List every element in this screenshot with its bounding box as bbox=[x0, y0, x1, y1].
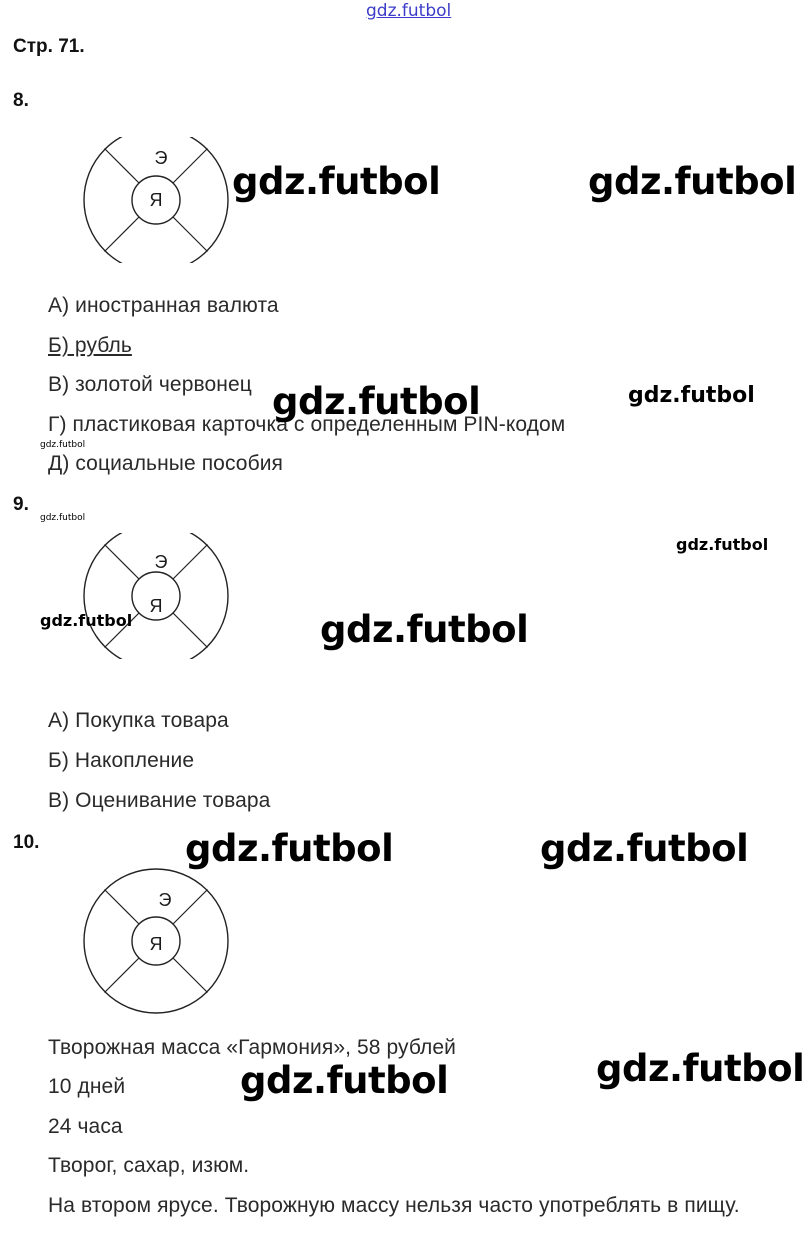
watermark: gdz.futbol bbox=[588, 160, 797, 203]
task-9-number: 9. bbox=[13, 494, 29, 515]
task-9-option-c: В) Оценивание товара bbox=[48, 789, 271, 812]
task-8-option-b: Б) рубль bbox=[48, 334, 132, 357]
divider-line bbox=[173, 217, 208, 252]
watermark: gdz.futbol bbox=[40, 513, 86, 523]
outer-label: Э bbox=[154, 148, 168, 168]
task-9-option-a: А) Покупка товара bbox=[48, 709, 229, 732]
watermark: gdz.futbol bbox=[628, 383, 755, 408]
watermark: gdz.futbol bbox=[320, 608, 529, 651]
outer-label: Э bbox=[154, 552, 168, 572]
divider-line bbox=[105, 149, 140, 184]
watermark: gdz.futbol bbox=[40, 611, 133, 630]
task-8-option-e: Д) социальные пособия bbox=[48, 452, 283, 475]
divider-line bbox=[173, 890, 208, 925]
task-10-circle-diagram bbox=[82, 868, 232, 1014]
divider-line bbox=[173, 958, 208, 993]
task-8-option-d: Г) пластиковая карточка с определенным PIN-кодом bbox=[48, 413, 566, 436]
task-10-answer-4: Творог, сахар, изюм. bbox=[48, 1154, 250, 1177]
divider-line bbox=[105, 217, 140, 252]
watermark: gdz.futbol bbox=[240, 1059, 449, 1102]
task-9-circle-diagram bbox=[82, 533, 232, 659]
divider-line bbox=[105, 958, 140, 993]
watermark: gdz.futbol bbox=[185, 827, 394, 870]
task-8-option-a: А) иностранная валюта bbox=[48, 294, 279, 317]
page-title: Стр. 71. bbox=[13, 36, 85, 57]
inner-label: Я bbox=[149, 596, 163, 616]
task-10-answer-3: 24 часа bbox=[48, 1115, 123, 1138]
task-8-number: 8. bbox=[13, 90, 29, 111]
task-8-option-c: В) золотой червонец bbox=[48, 373, 252, 396]
watermark: gdz.futbol bbox=[272, 380, 481, 423]
watermark: gdz.futbol bbox=[40, 440, 86, 450]
watermark: gdz.futbol bbox=[676, 535, 769, 554]
watermark-top[interactable]: gdz.futbol bbox=[366, 1, 452, 21]
divider-line bbox=[173, 545, 208, 580]
task-10-answer-1: Творожная масса «Гармония», 58 рублей bbox=[48, 1036, 457, 1059]
divider-line bbox=[105, 545, 140, 580]
inner-label: Я bbox=[149, 934, 163, 954]
task-10-answer-5: На втором ярусе. Творожную массу нельзя часто употреблять в пищу. bbox=[48, 1194, 740, 1217]
task-10-number: 10. bbox=[13, 832, 40, 853]
task-10-answer-2: 10 дней bbox=[48, 1075, 126, 1098]
watermark: gdz.futbol bbox=[596, 1047, 805, 1090]
watermark: gdz.futbol bbox=[540, 827, 749, 870]
divider-line bbox=[173, 613, 208, 648]
watermark: gdz.futbol bbox=[232, 160, 441, 203]
divider-line bbox=[173, 149, 208, 184]
task-8-circle-diagram bbox=[82, 137, 232, 263]
inner-label: Я bbox=[149, 190, 163, 210]
outer-label: Э bbox=[158, 890, 172, 910]
divider-line bbox=[105, 890, 140, 925]
task-9-option-b: Б) Накопление bbox=[48, 749, 195, 772]
